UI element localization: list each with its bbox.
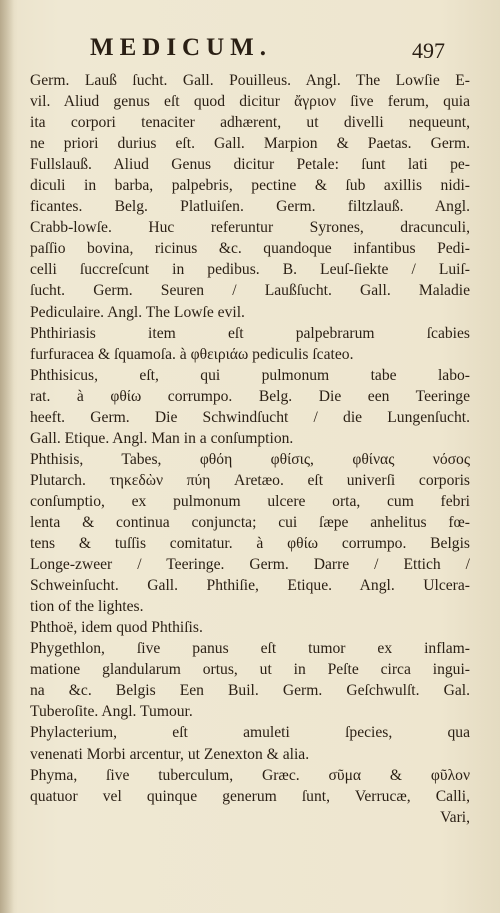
text-line: conſumptio, ex pulmonum ulcere orta, cum febri — [30, 492, 470, 510]
text-line: diculi in barba, palpebris, pectine & ſub axillis nidi- — [30, 177, 470, 195]
text-line: Phthiriasis item eſt palpebrarum ſcabies — [30, 324, 470, 342]
running-head: MEDICUM. — [90, 34, 273, 61]
text-line: quatuor vel quinque generum ſunt, Verrucæ, Calli, — [30, 787, 470, 805]
text-line: lenta & continua conjuncta; cui ſæpe anhelitus fœ- — [30, 513, 470, 531]
text-line: Phyma, ſive tuberculum, Græc. σῦμα & φῦλον — [30, 766, 470, 784]
text-line: Germ. Lauß ſucht. Gall. Pouilleus. Angl. The Lowſie E- — [30, 72, 470, 89]
dictionary-text — [30, 70, 470, 828]
page-header — [0, 34, 500, 74]
text-line: Pediculaire. Angl. The Lowſe evil. — [30, 303, 245, 321]
text-line: Phylacterium, eſt amuleti ſpecies, qua — [30, 724, 470, 742]
text-line: ne priori durius eſt. Gall. Marpion & Paetas. Germ. — [30, 135, 470, 153]
text-line: Phthisicus, eſt, qui pulmonum tabe labo- — [30, 366, 470, 384]
text-line: matione glandularum ortus, ut in Peſte circa ingui- — [30, 661, 470, 679]
text-line: tens & tuſſis comitatur. à φθίω corrumpo. Belgis — [30, 535, 470, 553]
page-number: 497 — [412, 38, 445, 63]
text-line: ficantes. Belg. Platluiſen. Germ. filtzlauß. Angl. — [30, 198, 470, 216]
text-line: Tuberoſite. Angl. Tumour. — [30, 703, 193, 721]
text-line: Phthisis, Tabes, φθόη φθίσις, φθίνας νόσος — [30, 450, 470, 468]
text-line: Fullslauß. Aliud Genus dicitur Petale: ſunt lati pe- — [30, 156, 470, 174]
text-line: na &c. Belgis Een Buil. Germ. Geſchwulſt. Gal. — [30, 682, 470, 700]
text-line: Schweinſucht. Gall. Phthiſie, Etique. Angl. Ulcera- — [30, 577, 470, 595]
text-line: ſucht. Germ. Seuren / Laußſucht. Gall. Maladie — [30, 282, 470, 300]
gutter-shadow — [0, 0, 14, 913]
text-line: heeft. Germ. Die Schwindſucht / die Lungenſucht. — [30, 408, 470, 426]
text-line: ita corpori tenaciter adhærent, ut divelli nequeunt, — [30, 114, 470, 132]
text-line: vil. Aliud genus eſt quod dicitur ἄγριον ſive ferum, quia — [30, 93, 470, 111]
text-line: rat. à φθίω corrumpo. Belg. Die een Teeringe — [30, 387, 470, 405]
text-line: Longe-zweer / Teeringe. Germ. Darre / Ettich / — [30, 556, 470, 574]
text-line: celli ſuccreſcunt in pedibus. B. Leuſ-ſiekte / Luiſ- — [30, 261, 470, 279]
text-line: Plutarch. τηκεδὼν πύη Aretæo. eſt univerſi corporis — [30, 471, 470, 489]
text-line: venenati Morbi arcentur, ut Zenexton & alia. — [30, 745, 310, 763]
text-line: Crabb-lowſe. Huc referuntur Syrones, dracunculi, — [30, 219, 470, 237]
text-line: Phygethlon, ſive panus eſt tumor ex inflam- — [30, 640, 470, 658]
text-line: paſſio bovina, ricinus &c. quandoque infantibus Pedi- — [30, 240, 470, 258]
text-line: tion of the lightes. — [30, 598, 144, 616]
text-line: Gall. Etique. Angl. Man in a conſumption. — [30, 429, 294, 447]
text-line: Phthoë, idem quod Phthiſis. — [30, 619, 203, 637]
text-line: Vari, — [440, 808, 470, 826]
text-line: furfuracea & ſquamoſa. à φθειριάω pediculis ſcateo. — [30, 345, 354, 363]
